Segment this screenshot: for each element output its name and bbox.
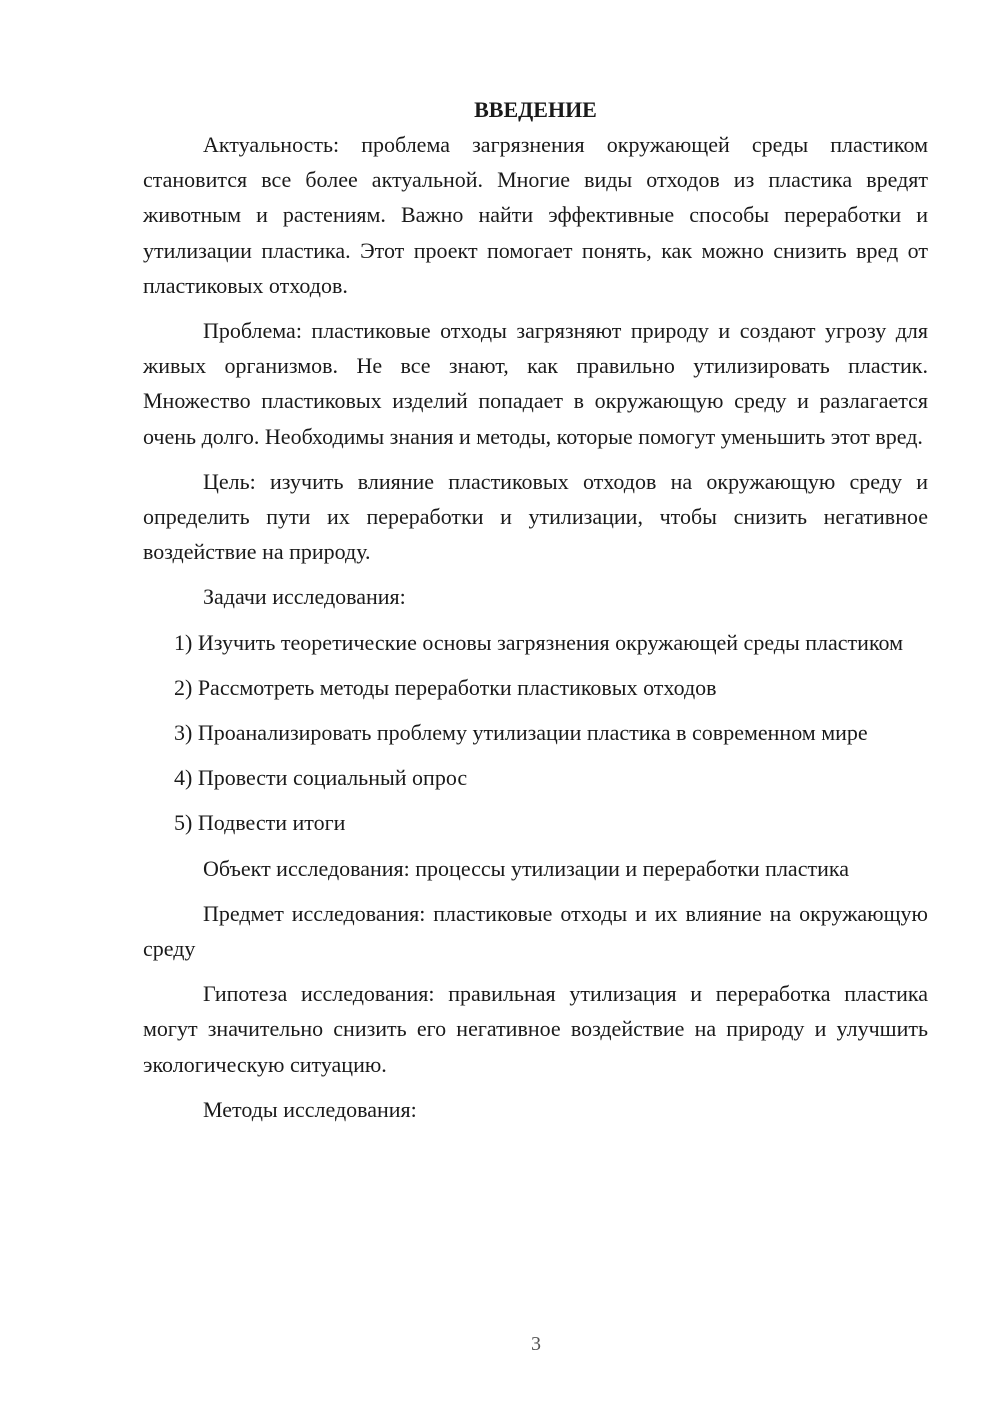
section-heading: ВВЕДЕНИЕ xyxy=(474,97,597,122)
task-item: 3) Проанализировать проблему утилизации пластика в современном мире xyxy=(174,720,868,746)
task-item: 4) Провести социальный опрос xyxy=(174,765,468,791)
paragraph-subject: Предмет исследования: пластиковые отходы и их влияние на окружающую среду xyxy=(143,900,928,962)
paragraph-goal: Цель: изучить влияние пластиковых отходов на окружающую среду и определить пути их переработки и утилизации, чтобы снизить негативное воздействие на природу. xyxy=(143,468,928,565)
task-item: 5) Подвести итоги xyxy=(174,810,346,836)
paragraph-tasks-heading: Задачи исследования: xyxy=(203,584,406,610)
paragraph-problem: Проблема: пластиковые отходы загрязняют природу и создают угрозу для живых организмов. Не все знают, как правильно утилизировать пластик. Множество пластиковых изделий попадает в окружающую среду и разлагается очень долго. Необходимы знания и методы, которые помогут уменьшить этот вред. xyxy=(143,318,928,449)
document-page xyxy=(143,92,928,1137)
paragraph-hypothesis: Гипотеза исследования: правильная утилизация и переработка пластика могут значительно снизить его негативное воздействие на природу и улучшить экологическую ситуацию. xyxy=(143,981,928,1077)
paragraph-object: Объект исследования: процессы утилизации и переработки пластика xyxy=(203,855,849,881)
task-item: 1) Изучить теоретические основы загрязнения окружающей среды пластиком xyxy=(174,629,904,655)
task-item: 2) Рассмотреть методы переработки пластиковых отходов xyxy=(174,674,717,700)
paragraph-methods: Методы исследования: xyxy=(203,1096,417,1122)
page-number: 3 xyxy=(531,1333,541,1355)
paragraph-relevance: Актуальность: проблема загрязнения окружающей среды пластиком становится все более актуальной. Многие виды отходов из пластика вредят животным и растениям. Важно найти эффективные способы переработки и утилизации пластика. Этот проект помогает понять, как можно снизить вред от пластиковых отходов. xyxy=(143,132,928,298)
